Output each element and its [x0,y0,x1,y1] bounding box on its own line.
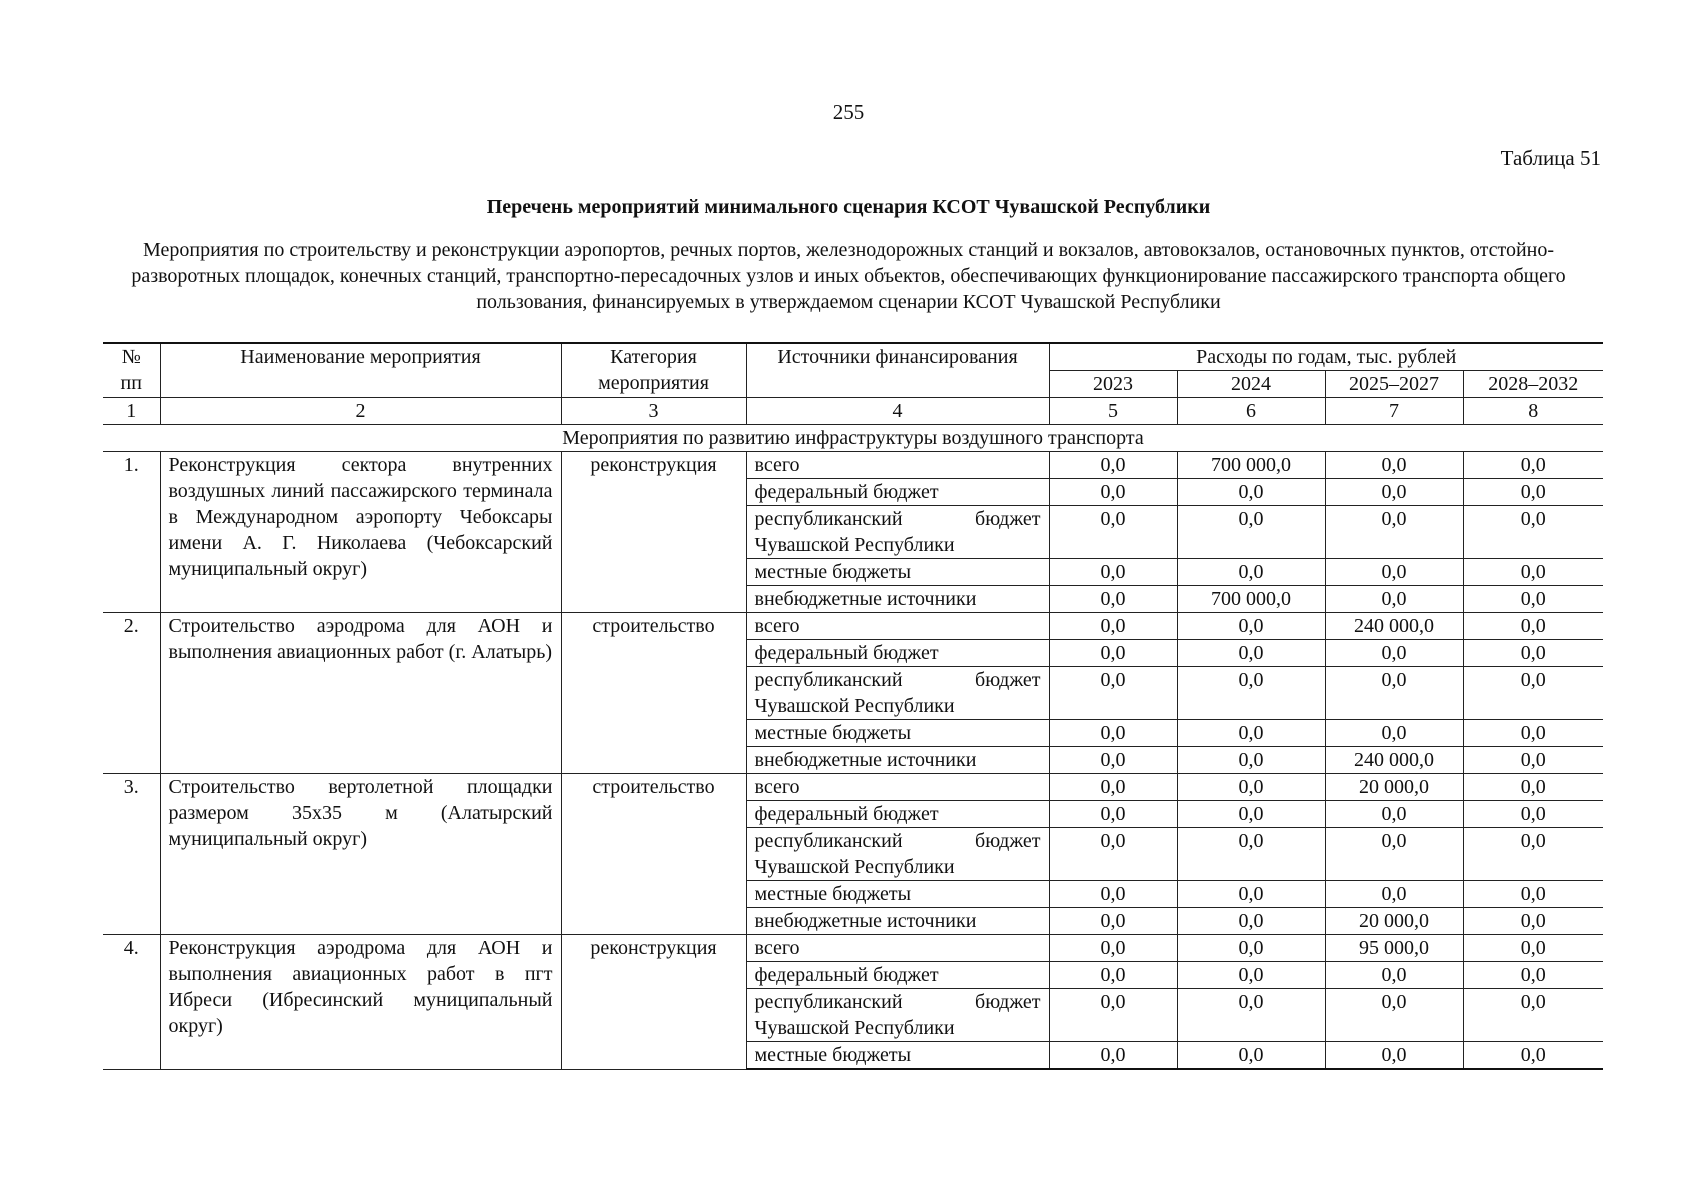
funding-value: 0,0 [1177,506,1325,559]
funding-value: 0,0 [1177,720,1325,747]
funding-source: местные бюджеты [746,559,1049,586]
header-sources: Источники финансирования [746,343,1049,398]
funding-value: 0,0 [1049,559,1177,586]
funding-value: 0,0 [1049,774,1177,801]
funding-value: 0,0 [1049,801,1177,828]
measure-category: реконструкция [561,935,746,1070]
funding-value: 0,0 [1325,828,1463,881]
funding-value: 0,0 [1325,801,1463,828]
funding-value: 0,0 [1463,747,1603,774]
measures-table [103,342,1603,1070]
funding-value: 0,0 [1177,559,1325,586]
funding-value: 0,0 [1325,720,1463,747]
funding-value: 0,0 [1049,962,1177,989]
column-number: 2 [160,398,561,425]
header-expenses: Расходы по годам, тыс. рублей [1049,343,1603,371]
funding-value: 0,0 [1463,1042,1603,1070]
funding-source: всего [746,774,1049,801]
funding-value: 0,0 [1049,989,1177,1042]
funding-source: внебюджетные источники [746,908,1049,935]
column-number: 1 [103,398,160,425]
funding-value: 0,0 [1049,479,1177,506]
funding-source: внебюджетные источники [746,747,1049,774]
funding-value: 0,0 [1325,1042,1463,1070]
row-number: 1. [103,452,160,613]
header-category: Категория мероприятия [561,343,746,398]
column-number-row [103,398,1603,425]
measure-name: Реконструкция сектора внутренних воздушных линий пассажирского терминала в Международном аэропорту Чебоксары имени А. Г. Николаева (Чебоксарский муниципальный округ) [160,452,561,613]
funding-value: 0,0 [1325,667,1463,720]
funding-value: 0,0 [1463,559,1603,586]
funding-value: 0,0 [1325,559,1463,586]
header-year-2028-2032: 2028–2032 [1463,371,1603,398]
funding-value: 0,0 [1463,720,1603,747]
section-row [103,425,1603,452]
funding-value: 0,0 [1463,935,1603,962]
funding-value: 0,0 [1463,613,1603,640]
table-row [103,613,1603,640]
funding-value: 240 000,0 [1325,613,1463,640]
funding-value: 0,0 [1177,1042,1325,1070]
funding-value: 95 000,0 [1325,935,1463,962]
table-row [103,774,1603,801]
funding-value: 0,0 [1463,828,1603,881]
funding-value: 0,0 [1325,586,1463,613]
table-row [103,452,1603,479]
funding-source: республиканский бюджет Чувашской Республики [746,506,1049,559]
funding-value: 20 000,0 [1325,908,1463,935]
column-number: 4 [746,398,1049,425]
funding-source: республиканский бюджет Чувашской Республики [746,828,1049,881]
measure-name: Строительство вертолетной площадки размером 35х35 м (Алатырский муниципальный округ) [160,774,561,935]
funding-source: всего [746,613,1049,640]
funding-value: 20 000,0 [1325,774,1463,801]
funding-value: 0,0 [1463,774,1603,801]
funding-value: 0,0 [1463,908,1603,935]
funding-source: всего [746,935,1049,962]
row-number: 4. [103,935,160,1070]
table-label: Таблица 51 [1500,146,1601,170]
measure-category: реконструкция [561,452,746,613]
funding-value: 0,0 [1463,667,1603,720]
funding-value: 0,0 [1177,747,1325,774]
funding-value: 0,0 [1049,881,1177,908]
funding-value: 0,0 [1049,747,1177,774]
funding-value: 700 000,0 [1177,586,1325,613]
funding-value: 0,0 [1177,962,1325,989]
funding-value: 0,0 [1049,828,1177,881]
funding-value: 0,0 [1325,452,1463,479]
funding-value: 0,0 [1463,479,1603,506]
row-number: 2. [103,613,160,774]
funding-source: федеральный бюджет [746,801,1049,828]
funding-value: 0,0 [1325,640,1463,667]
funding-value: 0,0 [1049,667,1177,720]
funding-value: 0,0 [1049,720,1177,747]
funding-source: всего [746,452,1049,479]
funding-value: 0,0 [1177,613,1325,640]
funding-value: 0,0 [1049,640,1177,667]
funding-value: 0,0 [1463,801,1603,828]
funding-value: 0,0 [1049,586,1177,613]
funding-source: внебюджетные источники [746,586,1049,613]
funding-value: 0,0 [1177,908,1325,935]
funding-value: 0,0 [1177,801,1325,828]
header-year-2025-2027: 2025–2027 [1325,371,1463,398]
header-name: Наименование мероприятия [160,343,561,398]
funding-value: 0,0 [1463,586,1603,613]
header-year-2023: 2023 [1049,371,1177,398]
funding-value: 0,0 [1049,452,1177,479]
funding-value: 0,0 [1177,881,1325,908]
funding-value: 0,0 [1325,506,1463,559]
funding-value: 0,0 [1177,667,1325,720]
funding-value: 700 000,0 [1177,452,1325,479]
measure-name: Строительство аэродрома для АОН и выполнения авиационных работ (г. Алатырь) [160,613,561,774]
funding-value: 0,0 [1463,506,1603,559]
column-number: 8 [1463,398,1603,425]
funding-source: местные бюджеты [746,1042,1049,1070]
funding-source: федеральный бюджет [746,962,1049,989]
funding-value: 0,0 [1325,479,1463,506]
funding-value: 0,0 [1325,989,1463,1042]
column-number: 6 [1177,398,1325,425]
funding-value: 0,0 [1049,506,1177,559]
funding-value: 0,0 [1463,989,1603,1042]
measure-category: строительство [561,774,746,935]
funding-value: 0,0 [1177,828,1325,881]
funding-value: 0,0 [1177,989,1325,1042]
funding-value: 0,0 [1177,774,1325,801]
funding-value: 0,0 [1463,452,1603,479]
column-number: 3 [561,398,746,425]
funding-value: 0,0 [1049,935,1177,962]
funding-value: 0,0 [1463,640,1603,667]
header-year-2024: 2024 [1177,371,1325,398]
funding-value: 0,0 [1325,962,1463,989]
section-heading: Мероприятия по развитию инфраструктуры воздушного транспорта [103,425,1603,452]
document-subtitle: Мероприятия по строительству и реконструкции аэропортов, речных портов, железнодорожных станций и вокзалов, автовокзалов, остановочных пунктов, отстойно-разворотных площадок, конечных станций, транспортно-пересадочных узлов и иных объектов, обеспечивающих функционирование пассажирского транспорта общего пользования, финансируемых в утверждаемом сценарии КСОТ Чувашской Республики [131,239,1566,313]
funding-source: республиканский бюджет Чувашской Республики [746,667,1049,720]
funding-value: 0,0 [1049,613,1177,640]
funding-value: 0,0 [1325,881,1463,908]
column-number: 5 [1049,398,1177,425]
funding-value: 0,0 [1463,881,1603,908]
funding-value: 0,0 [1049,1042,1177,1070]
funding-source: республиканский бюджет Чувашской Республики [746,989,1049,1042]
funding-source: местные бюджеты [746,720,1049,747]
measure-category: строительство [561,613,746,774]
funding-value: 0,0 [1177,479,1325,506]
column-number: 7 [1325,398,1463,425]
funding-value: 0,0 [1177,935,1325,962]
funding-source: местные бюджеты [746,881,1049,908]
header-num: № пп [103,343,160,398]
measure-name: Реконструкция аэродрома для АОН и выполнения авиационных работ в пгт Ибреси (Ибресинский муниципальный округ) [160,935,561,1070]
funding-value: 0,0 [1049,908,1177,935]
row-number: 3. [103,774,160,935]
funding-source: федеральный бюджет [746,640,1049,667]
funding-value: 0,0 [1177,640,1325,667]
funding-value: 0,0 [1463,962,1603,989]
document-title: Перечень мероприятий минимального сценария КСОТ Чувашской Республики [486,196,1211,218]
page-number: 255 [832,100,865,124]
funding-value: 240 000,0 [1325,747,1463,774]
funding-source: федеральный бюджет [746,479,1049,506]
table-row [103,935,1603,962]
